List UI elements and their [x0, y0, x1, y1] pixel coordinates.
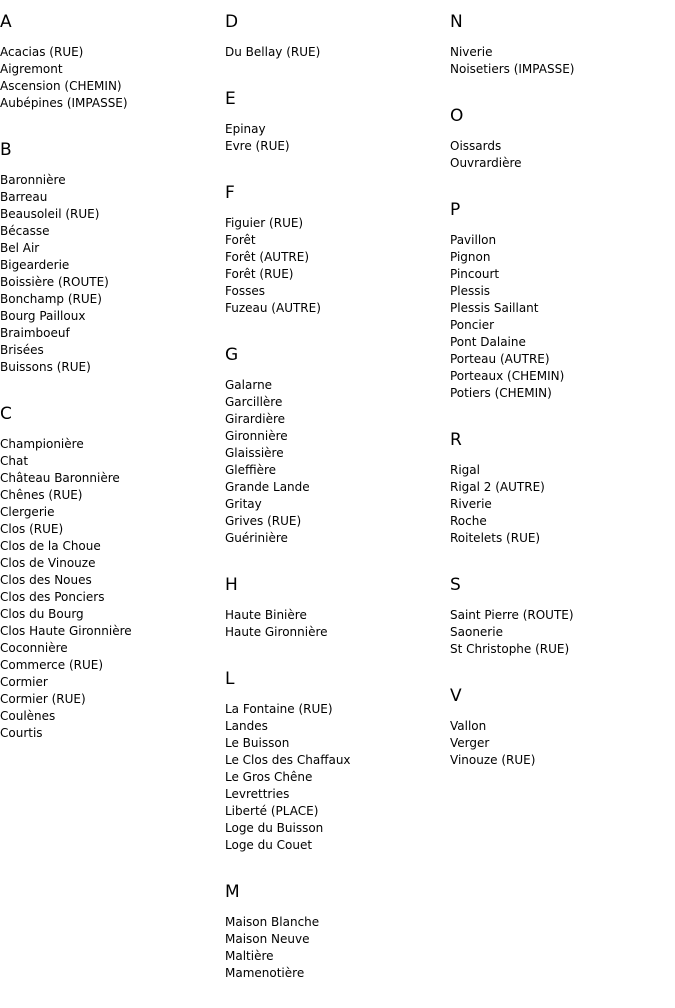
street-column-1	[0, 10, 225, 768]
street-name: Glaissière	[225, 446, 284, 460]
letter-heading: G	[225, 345, 239, 365]
street-name: Fosses	[225, 284, 265, 298]
street-list	[0, 172, 225, 376]
street-name: Le Buisson	[225, 736, 290, 750]
street-name: Clos des Ponciers	[0, 590, 105, 604]
street-name: Rigal 2 (AUTRE)	[450, 480, 545, 494]
street-name: Le Gros Chêne	[225, 770, 313, 784]
street-name: Pavillon	[450, 233, 497, 247]
letter-group	[450, 10, 675, 78]
street-name: Cormier	[0, 675, 48, 689]
street-name: Noisetiers (IMPASSE)	[450, 62, 575, 76]
street-name: Le Clos des Chaffaux	[225, 753, 351, 767]
letter-group	[0, 10, 225, 112]
letter-heading: D	[225, 12, 239, 32]
letter-group	[450, 104, 675, 172]
street-name: Clergerie	[0, 505, 55, 519]
letter-heading: L	[225, 669, 235, 689]
street-name: Vallon	[450, 719, 487, 733]
letter-heading: E	[225, 89, 236, 109]
street-name: Clos de la Choue	[0, 539, 101, 553]
letter-group	[450, 573, 675, 658]
street-name: Ouvrardière	[450, 156, 522, 170]
street-name: Braimboeuf	[0, 326, 70, 340]
street-list	[450, 232, 675, 402]
letter-heading: O	[450, 106, 464, 126]
street-name: Evre (RUE)	[225, 139, 290, 153]
letter-heading: R	[450, 430, 462, 450]
street-name: Verger	[450, 736, 490, 750]
street-list	[0, 44, 225, 112]
street-name: Clos des Noues	[0, 573, 92, 587]
street-name: Pignon	[450, 250, 491, 264]
street-list	[225, 377, 450, 547]
street-name: Coconnière	[0, 641, 68, 655]
street-name: Gritay	[225, 497, 262, 511]
street-name: Bel Air	[0, 241, 40, 255]
street-name: Rigal	[450, 463, 480, 477]
letter-heading: V	[450, 686, 462, 706]
street-name: Pincourt	[450, 267, 500, 281]
street-list	[225, 607, 450, 641]
street-name: Acacias (RUE)	[0, 45, 84, 59]
street-name: Chat	[0, 454, 29, 468]
street-name: Bonchamp (RUE)	[0, 292, 102, 306]
street-name: Roitelets (RUE)	[450, 531, 541, 545]
street-name: Aigremont	[0, 62, 63, 76]
street-name: Buissons (RUE)	[0, 360, 91, 374]
letter-group	[225, 667, 450, 854]
street-name: Potiers (CHEMIN)	[450, 386, 552, 400]
street-name: Château Baronnière	[0, 471, 120, 485]
street-name: Bourg Pailloux	[0, 309, 86, 323]
letter-heading: F	[225, 183, 235, 203]
street-name: Poncier	[450, 318, 495, 332]
letter-group	[450, 684, 675, 769]
street-name: St Christophe (RUE)	[450, 642, 570, 656]
street-column-2	[225, 10, 450, 1008]
letter-group	[225, 10, 450, 61]
street-name: Gleffière	[225, 463, 277, 477]
street-list	[225, 215, 450, 317]
street-list	[225, 121, 450, 155]
street-name: Saint Pierre (ROUTE)	[450, 608, 574, 622]
street-name: Brisées	[0, 343, 44, 357]
letter-heading: P	[450, 200, 461, 220]
street-name: Haute Gironnière	[225, 625, 328, 639]
street-list	[450, 462, 675, 547]
letter-heading: C	[0, 404, 12, 424]
street-name: Bécasse	[0, 224, 50, 238]
street-name: Porteau (AUTRE)	[450, 352, 550, 366]
letter-group	[225, 343, 450, 547]
street-name: Commerce (RUE)	[0, 658, 104, 672]
letter-heading: H	[225, 575, 238, 595]
street-name: Courtis	[0, 726, 43, 740]
letter-heading: B	[0, 140, 12, 160]
street-name: Barreau	[0, 190, 48, 204]
letter-group	[225, 181, 450, 317]
street-name: La Fontaine (RUE)	[225, 702, 333, 716]
street-name: Niverie	[450, 45, 493, 59]
street-name: Clos de Vinouze	[0, 556, 96, 570]
street-list	[225, 701, 450, 854]
street-name: Aubépines (IMPASSE)	[0, 96, 128, 110]
street-name: Maison Blanche	[225, 915, 320, 929]
street-name: Levrettries	[225, 787, 290, 801]
letter-group	[0, 402, 225, 742]
street-name: Chênes (RUE)	[0, 488, 83, 502]
street-name: Liberté (PLACE)	[225, 804, 319, 818]
street-name: Maltière	[225, 949, 274, 963]
street-name: Figuier (RUE)	[225, 216, 304, 230]
street-name: Mamenotière	[225, 966, 305, 980]
letter-heading: A	[0, 12, 12, 32]
letter-group	[450, 198, 675, 402]
street-name: Bigearderie	[0, 258, 70, 272]
street-column-3	[450, 10, 675, 795]
street-name: Grives (RUE)	[225, 514, 302, 528]
street-list	[450, 44, 675, 78]
letter-group	[0, 138, 225, 376]
street-name: Haute Binière	[225, 608, 307, 622]
street-name: Saonerie	[450, 625, 503, 639]
street-name: Guérinière	[225, 531, 288, 545]
street-name: Loge du Couet	[225, 838, 313, 852]
street-name: Baronnière	[0, 173, 66, 187]
street-name: Gironnière	[225, 429, 288, 443]
street-name: Garcillère	[225, 395, 283, 409]
street-name: Championière	[0, 437, 84, 451]
street-name: Epinay	[225, 122, 266, 136]
street-list	[0, 436, 225, 742]
street-name: Forêt (RUE)	[225, 267, 294, 281]
street-name: Clos Haute Gironnière	[0, 624, 132, 638]
street-name: Porteaux (CHEMIN)	[450, 369, 565, 383]
street-name: Clos du Bourg	[0, 607, 84, 621]
street-name: Loge du Buisson	[225, 821, 324, 835]
street-name: Cormier (RUE)	[0, 692, 86, 706]
street-name: Roche	[450, 514, 487, 528]
letter-heading: N	[450, 12, 463, 32]
letter-heading: M	[225, 882, 240, 902]
street-name: Maison Neuve	[225, 932, 310, 946]
street-name: Oissards	[450, 139, 502, 153]
street-name: Pont Dalaine	[450, 335, 526, 349]
street-name: Plessis Saillant	[450, 301, 539, 315]
street-name: Beausoleil (RUE)	[0, 207, 100, 221]
street-name: Fuzeau (AUTRE)	[225, 301, 321, 315]
street-list	[450, 607, 675, 658]
street-name: Boissière (ROUTE)	[0, 275, 109, 289]
letter-heading: S	[450, 575, 461, 595]
street-name: Girardière	[225, 412, 286, 426]
letter-group	[225, 880, 450, 982]
street-name: Plessis	[450, 284, 491, 298]
letter-group	[450, 428, 675, 547]
street-name: Riverie	[450, 497, 492, 511]
street-list	[450, 138, 675, 172]
street-name: Landes	[225, 719, 268, 733]
street-list	[450, 718, 675, 769]
street-name: Forêt	[225, 233, 256, 247]
street-name: Du Bellay (RUE)	[225, 45, 321, 59]
street-list	[225, 44, 450, 61]
letter-group	[225, 87, 450, 155]
street-name: Forêt (AUTRE)	[225, 250, 309, 264]
street-name: Vinouze (RUE)	[450, 753, 536, 767]
letter-group	[225, 573, 450, 641]
street-name: Galarne	[225, 378, 273, 392]
street-name: Clos (RUE)	[0, 522, 64, 536]
street-name: Ascension (CHEMIN)	[0, 79, 122, 93]
street-name: Grande Lande	[225, 480, 310, 494]
street-name: Coulènes	[0, 709, 56, 723]
